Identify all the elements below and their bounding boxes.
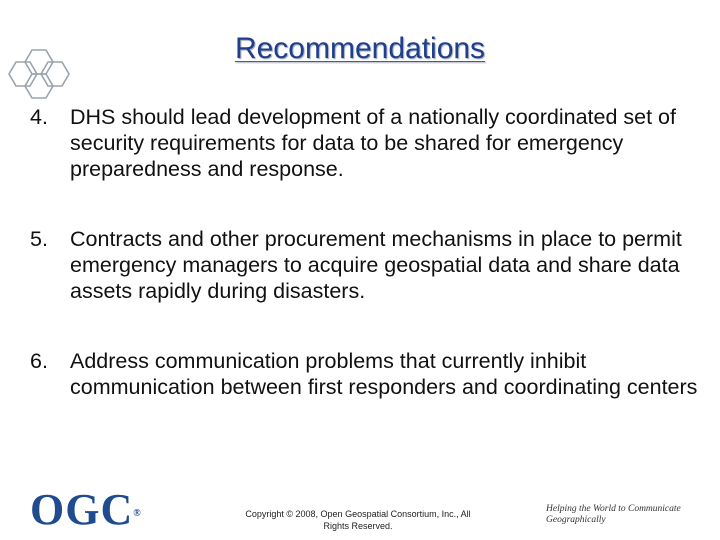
tagline: Helping the World to Communicate Geographically: [546, 504, 681, 525]
registered-mark: ®: [133, 508, 142, 519]
item-text: Contracts and other procurement mechanisms in place to permit emergency managers to acquire geospatial data and share data assets rapidly during disasters.: [70, 227, 682, 303]
item-number: 5.: [30, 227, 48, 251]
list-item: [30, 104, 700, 182]
item-text: DHS should lead development of a nationally coordinated set of security requirements for data to be shared for emergency preparedness and response.: [70, 105, 676, 181]
list-item: [30, 226, 700, 304]
item-number: 6.: [30, 349, 48, 373]
page-title: Recommendations: [234, 32, 486, 65]
item-text: Address communication problems that currently inhibit communication between first responders and coordinating centers: [70, 349, 698, 399]
recommendation-list: [30, 104, 700, 444]
copyright-notice: Copyright © 2008, Open Geospatial Consortium, Inc., All Rights Reserved.: [245, 509, 471, 531]
list-item: [30, 348, 700, 400]
logo-text: OGC: [30, 485, 134, 534]
ogc-logo: [30, 485, 142, 534]
item-number: 4.: [30, 105, 48, 129]
